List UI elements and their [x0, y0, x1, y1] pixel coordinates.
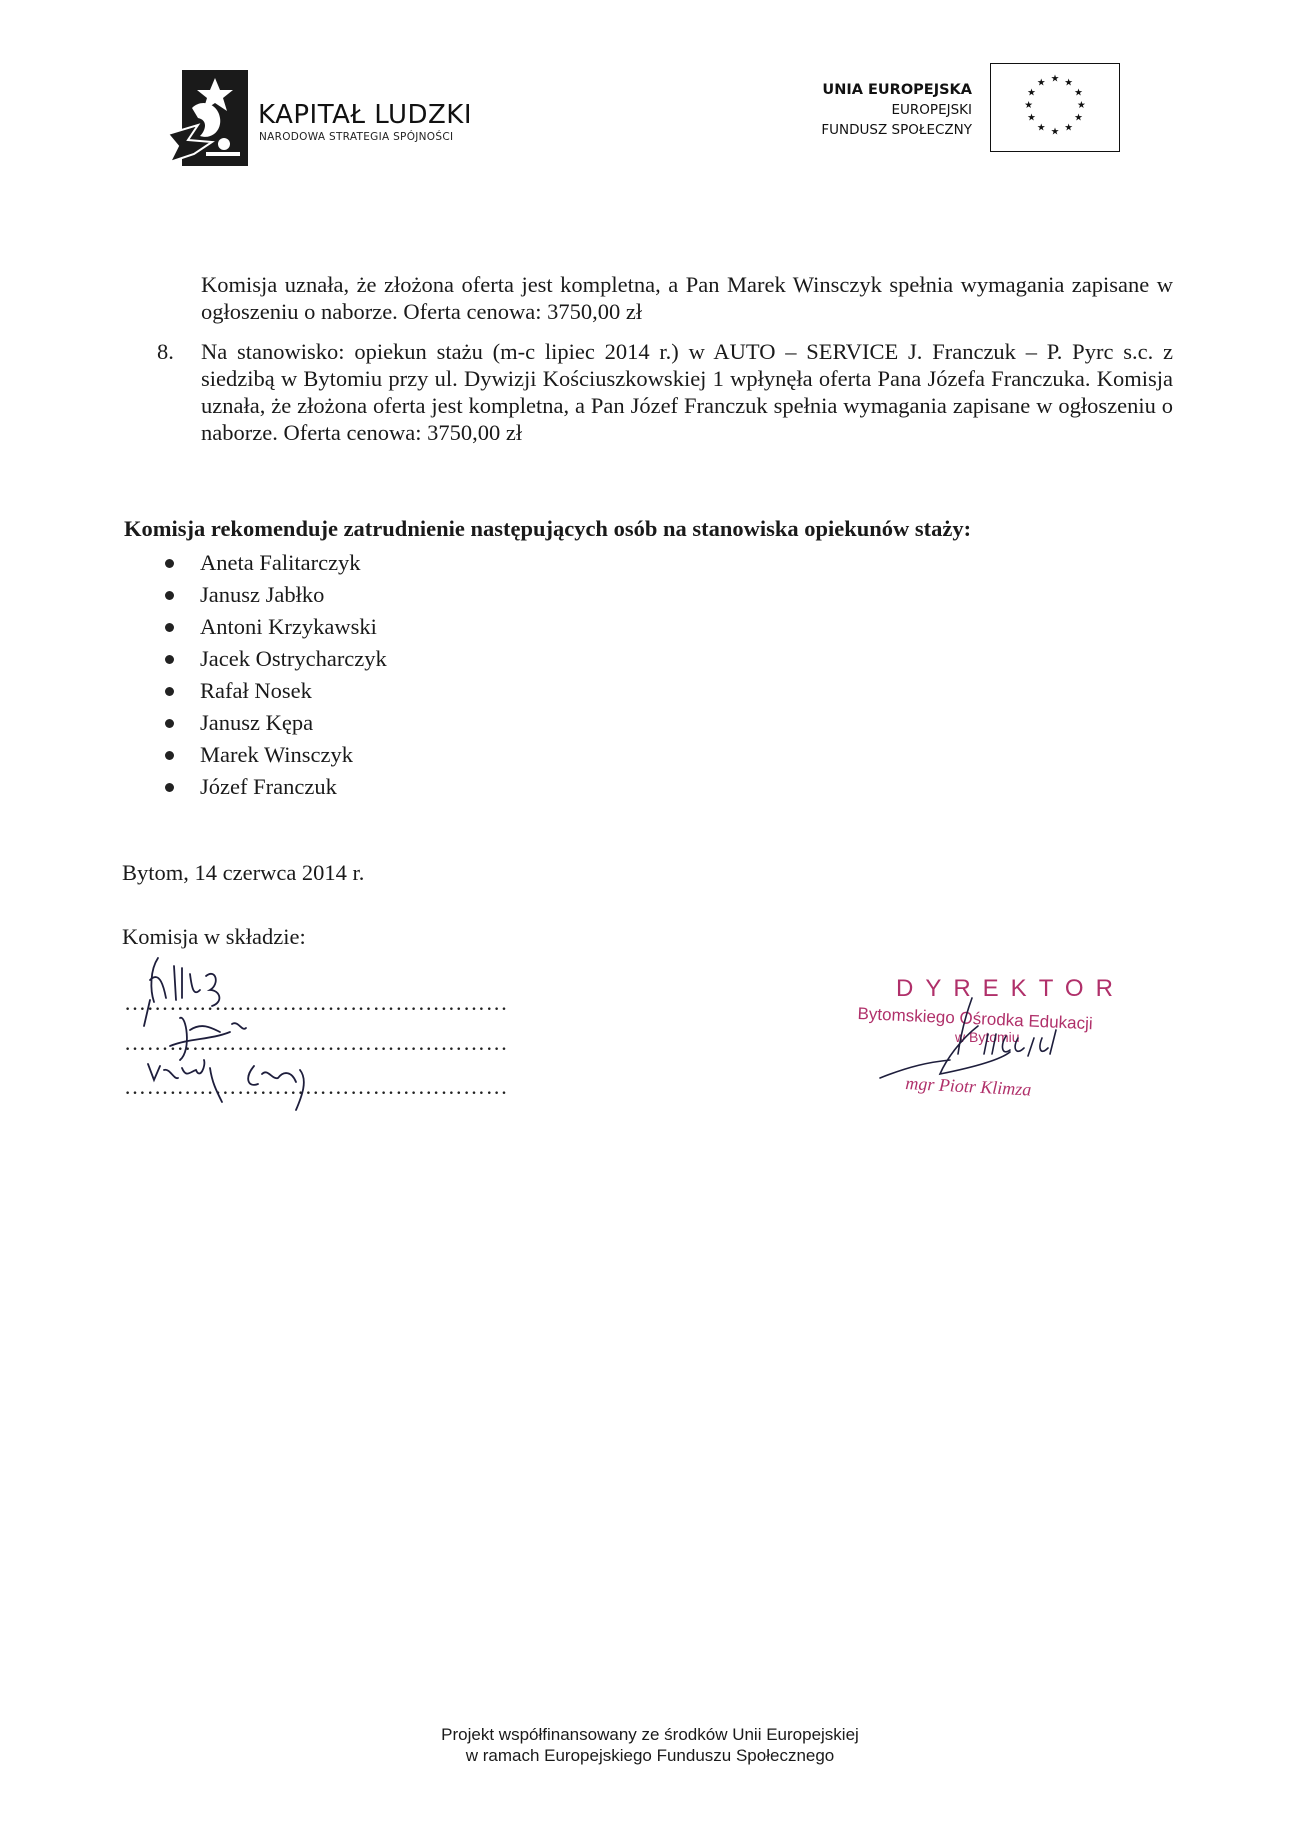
stamp-institution: Bytomskiego Ośrodka Edukacji	[857, 1004, 1094, 1034]
svg-text:★: ★	[1027, 87, 1036, 99]
stamp-name: mgr Piotr Klimza	[904, 1073, 1032, 1100]
list-item	[160, 611, 387, 643]
signature-line-3: ……………………………………………	[124, 1074, 509, 1099]
svg-text:★: ★	[1036, 77, 1046, 89]
item-8-number: 8.	[157, 339, 174, 364]
kapital-ludzki-subtitle: NARODOWA STRATEGIA SPÓJNOŚCI	[259, 131, 454, 143]
commission-label: Komisja w składzie:	[122, 924, 306, 949]
recommended-name: Janusz Jabłko	[200, 582, 325, 607]
list-item	[160, 579, 387, 611]
recommended-name: Marek Winsczyk	[200, 742, 354, 767]
bullet-icon	[165, 559, 174, 568]
eu-line-union: UNIA EUROPEJSKA	[822, 82, 972, 98]
date-line: Bytom, 14 czerwca 2014 r.	[122, 860, 365, 885]
svg-text:★: ★	[1064, 77, 1074, 89]
eu-line-social-fund: FUNDUSZ SPOŁECZNY	[821, 122, 972, 138]
eu-stars-icon	[990, 63, 1120, 152]
recommended-list	[160, 547, 387, 803]
eu-line-european: EUROPEJSKI	[891, 102, 972, 118]
footer-line-2: w ramach Europejskiego Funduszu Społecznego	[465, 1746, 835, 1765]
svg-text:★: ★	[1074, 87, 1083, 99]
svg-text:★: ★	[1077, 99, 1086, 111]
bullet-icon	[165, 655, 174, 664]
bullet-icon	[165, 591, 174, 600]
recommendation-heading: Komisja rekomenduje zatrudnienie następujących osób na stanowiska opiekunów staży:	[124, 516, 972, 541]
signature-line-2: ……………………………………………	[124, 1030, 509, 1055]
list-item	[160, 739, 387, 771]
eu-label	[821, 80, 972, 140]
intro-paragraph: Komisja uznała, że złożona oferta jest kompletna, a Pan Marek Winsczyk spełnia wymagania zapisane w ogłoszeniu o naborze. Oferta cenowa: 3750,00 zł	[201, 272, 1173, 324]
stamp-title: DYREKTOR	[896, 975, 1125, 1002]
signature-line-1: ……………………………………………	[124, 990, 509, 1015]
svg-text:★: ★	[1074, 112, 1083, 124]
director-signature-icon	[860, 990, 1100, 1100]
recommended-name: Antoni Krzykawski	[200, 614, 377, 639]
bullet-icon	[165, 719, 174, 728]
recommended-name: Jacek Ostrycharczyk	[200, 646, 387, 671]
recommended-name: Rafał Nosek	[200, 678, 312, 703]
item-8-paragraph: Na stanowisko: opiekun stażu (m-c lipiec 2014 r.) w AUTO – SERVICE J. Franczuk – P. Pyrc s.c. z siedzibą w Bytomiu przy ul. Dywizji Kościuszkowskiej 1 wpłynęła oferta Pana Józefa Franczuka. Komisja uznała, że złożona oferta jest kompletna, a Pan Józef Franczuk spełnia wymagania zapisane w ogłoszeniu o naborze. Oferta cenowa: 3750,00 zł	[201, 339, 1173, 445]
svg-text:★: ★	[1050, 73, 1060, 85]
list-item	[160, 675, 387, 707]
footer-note	[0, 1724, 1300, 1766]
list-item	[160, 707, 387, 739]
bullet-icon	[165, 687, 174, 696]
footer-line-1: Projekt współfinansowany ze środków Unii Europejskiej	[441, 1725, 859, 1744]
list-item	[160, 547, 387, 579]
svg-text:★: ★	[1027, 112, 1036, 124]
svg-text:★: ★	[1064, 122, 1074, 134]
recommended-name: Józef Franczuk	[200, 774, 337, 799]
list-item	[160, 771, 387, 803]
svg-text:★: ★	[1036, 122, 1046, 134]
recommended-name: Janusz Kępa	[200, 710, 314, 735]
kapital-ludzki-title: KAPITAŁ LUDZKI	[258, 100, 473, 130]
kapital-ludzki-logo-icon	[168, 70, 248, 166]
list-item	[160, 643, 387, 675]
bullet-icon	[165, 751, 174, 760]
commission-signatures-icon	[120, 940, 380, 1140]
svg-text:★: ★	[1050, 126, 1060, 138]
stamp-city: w Bytomiu	[955, 1029, 1020, 1045]
recommended-name: Aneta Falitarczyk	[200, 550, 361, 575]
bullet-icon	[165, 783, 174, 792]
svg-text:★: ★	[1024, 99, 1033, 111]
bullet-icon	[165, 623, 174, 632]
